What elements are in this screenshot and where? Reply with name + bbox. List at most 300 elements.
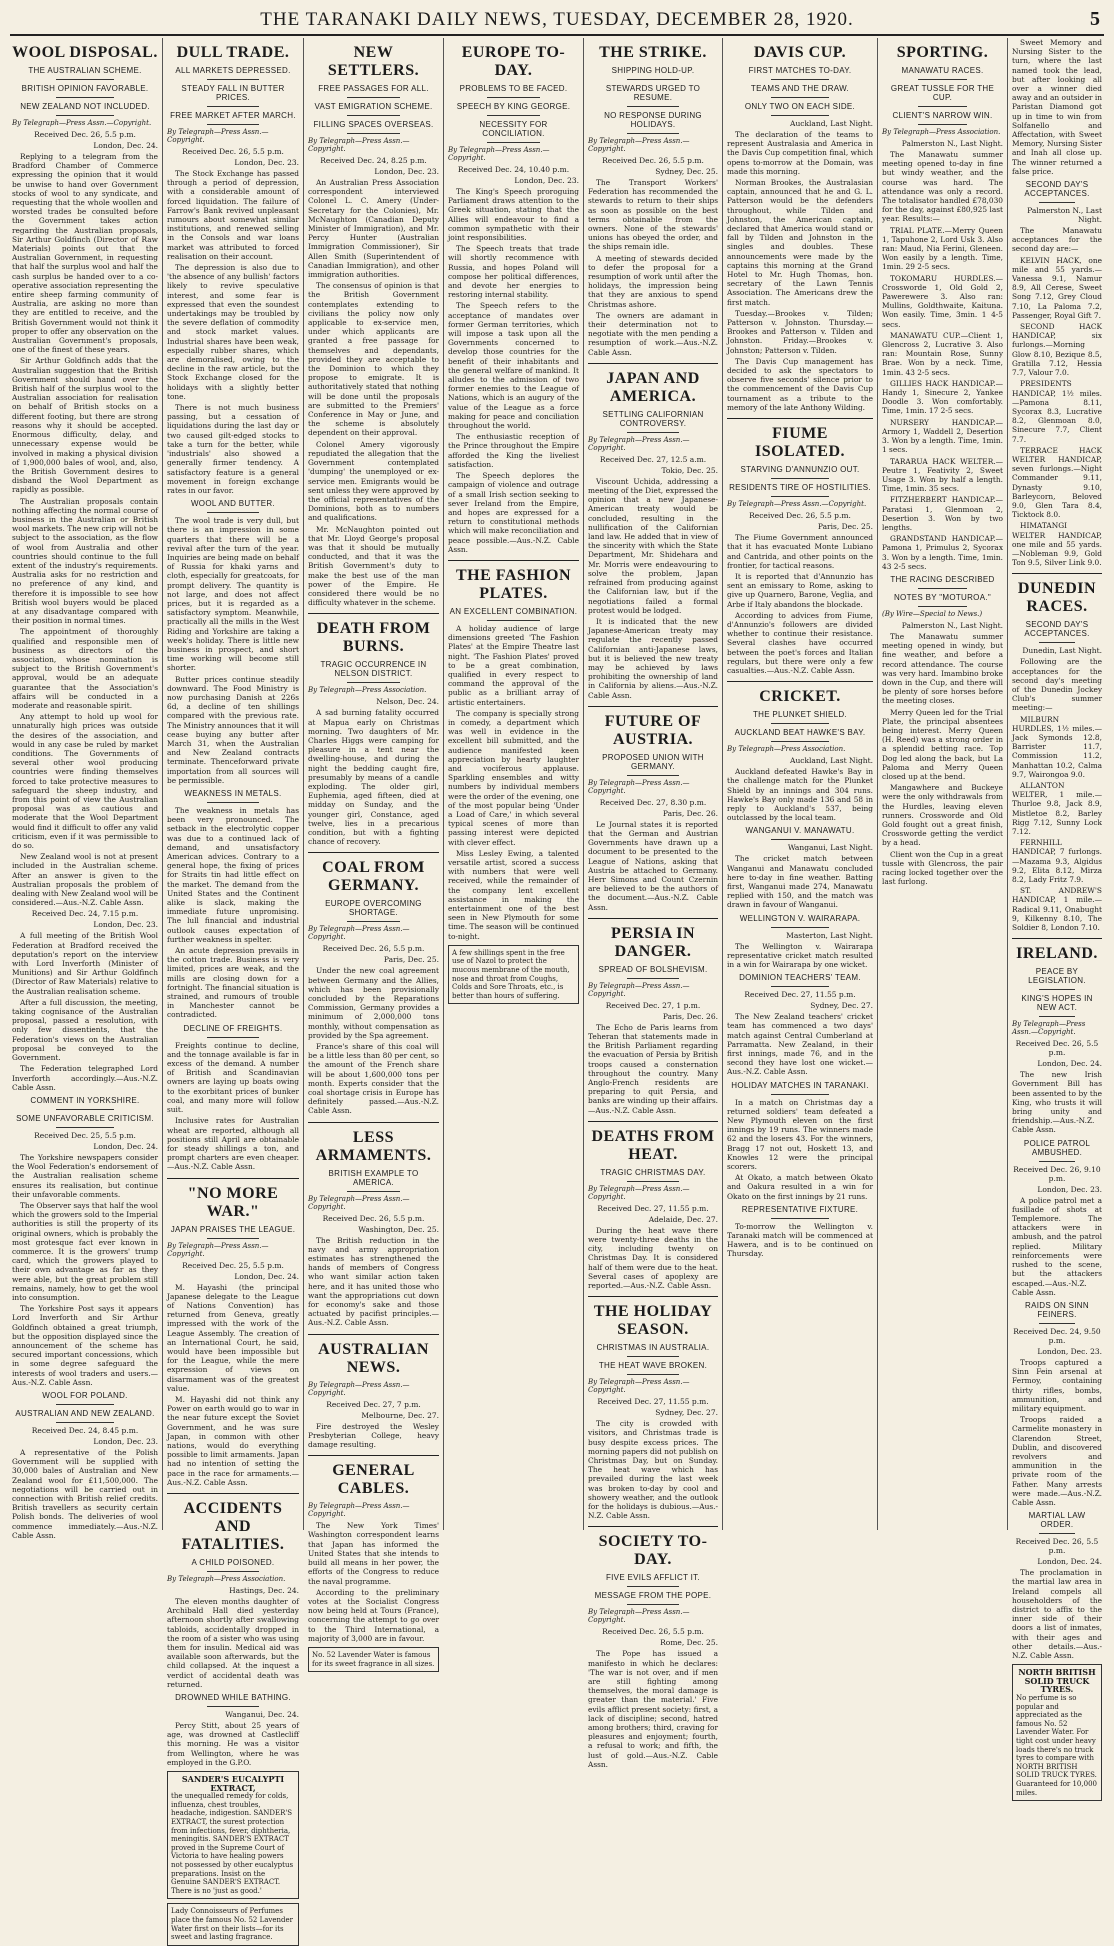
heading-rule: [1039, 1533, 1075, 1534]
article-paragraph: Under the new coal agreement between Germany and the Allies, which has been provisionally concluded by the Reparations Commission, Germany provides a minimum of 2,000,000 tons monthly, without compensation as provided by the Spa agreement.: [308, 966, 439, 1040]
heading-rule: [487, 142, 539, 143]
article-subheading: FREE MARKET AFTER MARCH.: [170, 111, 296, 120]
news-article: [1012, 1139, 1102, 1297]
section-rule: [1012, 938, 1102, 939]
news-article: [12, 909, 158, 1091]
news-column: [1008, 38, 1106, 1797]
article-paragraph: The company is specially strong in comedy, a department which was well in evidence in the excellent bill submitted, and the audience manifested keen appreciation by hearty laughter and vociferous applause. Sparkling ensembles and witty numbers by individual members were the order of the evening, one of the most popular being 'Under a Load of Care,' in which several typical scenes of more than passing interest were depicted with clever effect.: [448, 708, 579, 847]
article-paragraph: A holiday audience of large dimensions greeted 'The Fashion Plates' at the Empire Theatre last night. 'The Fashion Plates' proved to be a great combination, qualified in every respect to command the approval of the public as a brilliant array of artistic entertainers.: [448, 623, 579, 707]
heading-rule: [207, 1238, 260, 1239]
article-headline: DUNEDIN RACES.: [1017, 580, 1097, 616]
heading-rule: [347, 921, 399, 922]
article-headline: LESS ARMAMENTS.: [315, 1128, 432, 1164]
article-paragraph: Fire destroyed the Wesley Presbyterian College, heavy damage resulting.: [308, 1421, 439, 1450]
heading-rule: [918, 79, 966, 80]
article-paragraph: Norman Brookes, the Australasian captain, announced that he and G. L. Patterson would be the defenders throughout, while Tilden and Johnston, the American captain, declared that America would stand or fall by Tilden and Johnston in the singles and doubles. These announcements were made by the captains this morning at the Grand Hotel to Mr. Hugh Thomas, hon. secretary of the Lawn Tennis Association. The Americans drew the first match.: [727, 178, 873, 307]
news-article: [448, 44, 579, 554]
article-subheading: TEAMS AND THE DRAW.: [750, 84, 850, 93]
article-byline: By Telegraph—Press Assn.—Copyright.: [308, 137, 410, 153]
article-byline: By Telegraph—Press Assn.—Copyright.: [588, 435, 690, 452]
article-headline: THE FASHION PLATES.: [456, 566, 571, 602]
article-subheading: WANGANUI V. MANAWATU.: [745, 826, 855, 836]
dateline: Palmerston N., Last Night.: [1027, 206, 1102, 225]
article-paragraph: The Pope has issued a manifesto in which he declares: 'The war is not over, and if men are still fighting among themselves, the moral damage is greater than the material.' Five evils afflict present society: first, a lack of discipline; second, hatred among brothers; third, craving for pleasures and enjoyment; fourth, a refusal to work; and fifth, the lust of gold.—Aus.-N.Z. Cable Assn.: [588, 1649, 718, 1769]
article-paragraph: Troops captured a Sinn Fein arsenal at Fermoy, containing thirty rifles, bombs, ammunition, and military equipment.: [1012, 1357, 1102, 1413]
heading-rule: [1039, 989, 1075, 990]
heading-rule: [207, 802, 260, 803]
article-paragraph: The New Zealand teachers' cricket team has commenced a two days' match against Central Cumberland at Parramatta. New Zealand, in their first innings, made 76, and in the second they have lost one wicket.—Aus.-N.Z. Cable Assn.: [727, 1012, 873, 1077]
news-column: [584, 38, 723, 1769]
advertisement-title: NORTH BRITISH SOLID TRUCK TYRES.: [1018, 1667, 1096, 1695]
heading-rule: [771, 478, 829, 479]
received-time: Received Dec. 24, 9.50 p.m.: [1013, 1326, 1101, 1345]
dateline: London, Dec. 23.: [514, 176, 579, 185]
article-paragraph: Miss Lesley Ewing, a talented versatile artist, scored a success with numbers that were well received, while the remainder of the company lent excellent assistance in making the entertainment one of the best seen in New Plymouth for some time. The season will be continued to-night.: [448, 848, 579, 941]
news-article: [882, 44, 1003, 571]
received-time: Received Dec. 27, 11.55 p.m.: [744, 990, 856, 1000]
article-subheading: SPREAD OF BOLSHEVISM.: [598, 964, 708, 974]
dateline: London, Dec. 23.: [1037, 1346, 1102, 1356]
section-rule: [588, 706, 718, 707]
received-time: Received Dec. 26, 5.5 p.m.: [34, 130, 136, 139]
article-byline: By Telegraph—Press Assn.—Copyright.: [588, 137, 690, 153]
article-paragraph: The King's Speech proroguing Parliament draws attention to the Greek situation, stating that the Allies will endeavour to find a common sympathetic with their joint responsibilities.: [448, 187, 579, 243]
article-byline: (By Wire—Special to News.): [882, 609, 983, 618]
heading-rule: [1039, 1016, 1075, 1017]
received-time: Received Dec. 27, 12.5 a.m.: [599, 454, 707, 464]
article-subheading: PROBLEMS TO BE FACED.: [459, 84, 568, 93]
article-subheading: ONLY TWO ON EACH SIDE.: [744, 102, 856, 111]
article-paragraph: The Echo de Paris learns from Teheran that statements made in the British Parliament regarding the evacuation of Persia by British troops caused a consternation throughout the country. Many Anglo-French residents are preparing to quit Persia, and banks are winding up their affairs.—Aus.-N.Z. Cable Assn.: [588, 1022, 718, 1115]
news-article: [167, 499, 299, 785]
article-subheading: JAPAN PRAISES THE LEAGUE.: [170, 1224, 296, 1234]
article-paragraph: Client won the Cup in a great tussle with Glencross, the pair racing locked together over the last furlong.: [882, 849, 1003, 887]
received-time: Received Dec. 26, 5.5 p.m.: [749, 511, 851, 521]
section-rule: [588, 363, 718, 364]
news-article: [588, 706, 718, 912]
advertisement-title: SANDER'S EUCALYPTI EXTRACT,: [181, 1774, 285, 1793]
article-headline: AUSTRALIAN NEWS.: [318, 1340, 429, 1376]
article-byline: By Telegraph—Press Assn.—Copyright.: [308, 1194, 410, 1211]
article-paragraph: The Manawatu summer meeting opened in windy, but fine weather, and before a record attendance. The course was very hard. Imambino broke down in the Cup, and there will be plenty of sore horses before the meeting closes.: [882, 631, 1003, 706]
article-paragraph: The Manawatu acceptances for the second day are:—: [1012, 226, 1102, 254]
article-subheading: TRAGIC OCCURRENCE IN NELSON DISTRICT.: [320, 660, 427, 679]
article-subheading: VAST EMIGRATION SCHEME.: [314, 102, 433, 111]
article-paragraph: M. Hayashi (the principal Japanese delegate to the League of Nations Convention) has returned from Geneva, greatly impressed with the work of the League Assembly. The creation of an International Court, he said, would have been impossible but for the League, while the mere expression of views on disarmament was of the greatest value.: [167, 1282, 299, 1393]
dateline: Palmerston N., Last Night.: [901, 620, 1003, 630]
article-paragraph: The weakness in metals has been very pronounced. The setback in the electrolytic copper was due to a continued lack of demand, and unsatisfactory American advices. Contrary to a general hope, the fixing of prices for Straits tin had little effect on the market. The demand from the United States and the Continent alike is slack, making the immediate future unpromising. The lull financial and industrial outlook causes expectation of further weakness in spelter.: [167, 806, 299, 944]
received-time: Received Dec. 27, 7 p.m.: [326, 1399, 421, 1409]
news-article: [588, 1296, 718, 1520]
article-paragraph: The Wellington v. Wairarapa representative cricket match resulted in a win for Wairarapa by one wicket.: [727, 941, 873, 969]
received-time: Received Dec. 24, 8.45 p.m.: [31, 1425, 139, 1435]
heading-rule: [56, 115, 114, 116]
article-headline: ACCIDENTS AND FATALITIES.: [181, 1499, 285, 1553]
article-subheading: CLIENT'S NARROW WIN.: [892, 111, 993, 120]
article-paragraph: Sir Arthur Goldfinch adds that the Australian suggestion that the British Government should hand over the British half of the surplus wool to the Australian association for realisation on behalf of British stocks on a different footing, but there are strong reasons why it should be accepted. Enormous difficulty, delay, and unnecessary expense would be involved in making a physical division of 1,900,000 bales of wool, and, also, the British Government desires to disband the Wool Department as rapidly as possible.: [12, 356, 158, 495]
article-paragraph: A sad burning fatality occurred at Mapua early on Christmas morning. Two daughters of Mr. Charles Higgs were camping for pleasure in a tent near the dwelling-house, and during the night the bedding caught fire, presumably by means of a candle exploding. The older girl, Euphemia, aged fifteen, died at midday on Sunday, and the younger girl, Constance, aged twelve, lies in a precarious condition, but with a fighting chance of recovery.: [308, 708, 439, 847]
article-paragraph: The depression is also due to 'the absence of any bullish' factors likely to revive speculative interest, and some fear is expressed that even the soundest undertakings may be troubled by the severe deflation of commodity and stock market values. Industrial shares have been weak, especially rubber shares, which are demoralised, owing to the decline in the raw article, but the Stock Exchange closed for the holidays with a slightly better tone.: [167, 263, 299, 401]
dateline: London, Dec. 24.: [234, 1271, 299, 1281]
article-subheading: GREAT TUSSLE FOR THE CUP.: [890, 84, 995, 102]
heading-rule: [627, 1586, 679, 1587]
article-paragraph: The wool trade is very dull, but there is an impression in some quarters that there will be a revival after the turn of the year. Inquiries are being made on behalf of Russia for khaki yarns and cloth, especially for greatcoats, for prompt delivery. The quantity is not large, and does not affect prices, but it is regarded as a satisfactory symptom. Meanwhile, practically all the mills in the West Riding and Yorkshire are taking a week's holiday. There is little new business in prospect, and short time working will become still shorter.: [167, 516, 299, 673]
article-paragraph: Freights continue to decline, and the tonnage available is far in excess of the demand. A number of British and Scandinavian owners are laying up boats owing to the exorbitant prices of bunker coal, and many more will follow suit.: [167, 1040, 299, 1115]
article-paragraph: It is reported that d'Annunzio has sent an emissary to Rome, asking to give up Quarnero, Barone, Veglia, and Arbe if Italy abandons the blockade.: [727, 571, 873, 609]
dateline: Tokio, Dec. 25.: [661, 465, 718, 475]
article-subheading: THE PLUNKET SHIELD.: [752, 710, 848, 720]
section-rule: [308, 852, 439, 853]
article-paragraph: The consensus of opinion is that the British Government contemplates extending to civilians the policy now only applicable to ex-service men, under which applicants are granted a free passage for themselves and dependants, provided they are acceptable to the Dominion to which they propose to emigrate. It is authoritatively stated that nothing will be done until the proposals are submitted to the Premiers' Conference in May or June, and the scheme is absolutely dependent on their approval.: [308, 281, 439, 438]
article-byline: By Telegraph—Press Assn.—Copyright.: [588, 1378, 690, 1395]
dateline: Dunedin, Last Night.: [1022, 646, 1102, 656]
article-paragraph: Any attempt to hold up wool for unnaturally high prices was outside the desires of the association, and would in any case be ruled by market conditions. The Governments of several other wool producing countries were finding themselves forced to take protective measures to safeguard the sheep industry, and from this point of view the Australian proposal was as cautious and moderate that the Wool Department would find it difficult to offer any valid criticism, even if it was permissible to do so.: [12, 712, 158, 851]
article-headline: FIUME ISOLATED.: [754, 425, 845, 461]
news-columns: [8, 38, 1106, 1942]
article-byline: By Telegraph—Press Assn.—Copyright.: [1012, 1020, 1086, 1037]
article-paragraph: At Okato, a match between Okato and Oakura resulted in a win for Okato on the first innings by 21 runs.: [727, 1173, 873, 1201]
article-paragraph: An Australian Press Association correspondent interviewed Colonel L. C. Amery (Under-Secretary for the Colonies), Mr. McNaughton (Canadian Deputy Minister of Immigration), and Mr. Percy Hunter (Australian Immigration Commissioner), Sir Allen Smith (Superintendent of Canadian Immigration), and other immigration authorities.: [308, 178, 439, 280]
article-paragraph: Mangawhere and Buckeye were the only withdrawals from the Hurdles, leaving eleven runners. Crossworde and Old Gold fought out a great finish, Crossworde getting the verdict by a head.: [882, 783, 1003, 848]
advertisement: [308, 1647, 439, 1672]
article-paragraph: During the heat wave there were twenty-three deaths in the city, including twenty on Christmas Day. It is considered half of them were due to the heat. Several cases of apoplexy are reported.—Aus.-N.Z. Cable Assn.: [588, 1225, 718, 1291]
news-column: [723, 38, 878, 1530]
article-paragraph: The Federation telegraphed Lord Inverforth accordingly.—Aus.-N.Z. Cable Assn.: [12, 1064, 158, 1092]
article-subheading: SECOND DAY'S ACCEPTANCES.: [1024, 180, 1090, 199]
news-article: [727, 914, 873, 970]
article-byline: By Telegraph—Press Assn.—Copyright.: [12, 119, 152, 127]
news-column: [444, 38, 584, 1530]
dateline: London, Dec. 23.: [234, 158, 299, 167]
article-paragraph: MANAWATU CUP.—Client 1, Glencross 2, Lucrative 3. Also ran: Mountain Rose, Sunny Brae. Won by a neck. Time, 1min. 43 2-5 secs.: [882, 330, 1003, 377]
dateline: Nelson, Dec. 24.: [376, 697, 439, 707]
article-paragraph: There is not much business passing, but a cessation of liquidations during the last day or two caused gilt-edged stocks to take a turn for the better, while 'industrials' also showed a generally firmer tendency. A satisfactory feature is a general movement in foreign exchange rates in our favor.: [167, 403, 299, 495]
news-column: [163, 38, 304, 1942]
article-byline: By Telegraph—Press Assn.—Copyright.: [588, 981, 690, 998]
article-subheading: DECLINE OF FREIGHTS.: [183, 1023, 283, 1033]
heading-rule: [627, 1604, 679, 1605]
heading-rule: [771, 1094, 829, 1095]
news-column: [304, 38, 444, 1668]
article-byline: By Telegraph—Press Association.: [882, 128, 1001, 136]
article-paragraph: The British reduction in the navy and army appropriation estimates has strengthened the hands of members of Congress who want similar action taken here, and it has united those who want the appropriations cut down for economy's sake and those actuated by pacifist principles.—Aus.-N.Z. Cable Assn.: [308, 1235, 439, 1328]
article-headline: SPORTING.: [896, 44, 989, 61]
advertisement: [167, 1903, 299, 1945]
article-subheading: RAIDS ON SINN FEINERS.: [1025, 1300, 1089, 1319]
heading-rule: [627, 1374, 679, 1375]
heading-rule: [207, 512, 260, 513]
news-article: [727, 973, 873, 1076]
article-subheading: HOLIDAY MATCHES IN TARANAKI.: [731, 1080, 869, 1090]
article-paragraph: Tuesday.—Brookes v. Tilden; Patterson v. Johnston. Thursday.—Brookes and Patterson v. Tilden and Johnston. Friday.—Brookes v. Johnston; Patterson v. Tilden.: [727, 308, 873, 355]
article-subheading: NO RESPONSE DURING HOLIDAYS.: [604, 111, 702, 129]
article-paragraph: The Yorkshire newspapers consider the Wool Federation's endorsement of the Australian realisation scheme ensures its realisation, but continue their unfavorable comments.: [12, 1152, 158, 1199]
dateline: Rome, Dec. 25.: [660, 1638, 718, 1648]
heading-rule: [1039, 1161, 1075, 1162]
article-byline: By Telegraph—Press Assn.—Copyright.: [588, 1184, 690, 1201]
news-article: [308, 44, 439, 607]
article-byline: By Telegraph—Press Assn.—Copyright.: [167, 128, 269, 144]
article-headline: EUROPE TO-DAY.: [461, 44, 566, 79]
dateline: London, Dec. 24.: [93, 1141, 158, 1151]
section-rule: [727, 681, 873, 682]
article-paragraph: The cricket match between Wanganui and Manawatu concluded here to-day in fine weather. Batting first, Wanganui made 274, Manawatu replied with 150, and the match was drawn in favour of Wanganui.: [727, 854, 873, 910]
article-paragraph: TRIAL PLATE.—Merry Queen 1, Tapuhone 2, Lord Usk 3. Also ran: Maud, Nia Ferini, Gleneen. Won easily by a length. Time, 1min. 29 2-5 secs.: [882, 225, 1003, 272]
received-time: Received Dec. 26, 5.5 p.m.: [602, 1627, 704, 1637]
article-subheading: AN EXCELLENT COMBINATION.: [449, 606, 578, 616]
article-subheading: SECOND DAY'S ACCEPTANCES.: [1024, 620, 1090, 639]
article-paragraph: It is indicated that the new Japanese-American treaty may regulate the recently passed Californian anti-Japanese laws, but it is believed the new treaty may be achieved by laws prohibiting the ownership of land in California by aliens.—Aus.-N.Z. Cable Assn.: [588, 616, 718, 700]
section-rule: [588, 1121, 718, 1122]
article-subheading: NECESSITY FOR CONCILIATION.: [479, 120, 548, 138]
article-paragraph: Auckland defeated Hawke's Bay in the challenge match for the Plunket Shield by an innings and 304 runs. Hawke's Bay only made 136 and 58 in reply to Auckland's 537, being outclassed by the local team.: [727, 767, 873, 823]
news-article: [727, 681, 873, 822]
news-article: [167, 44, 299, 495]
article-paragraph: The New York Times' Washington correspondent learns that Japan has informed the United States that she intends to build all means in her power, the efforts of the Congress to reduce the naval programme.: [308, 1521, 439, 1586]
news-article: [1012, 938, 1102, 1134]
article-paragraph: Merry Queen led for the Trial Plate, the principal absentees being interest. Merry Queen (H. Reed) was a strong order in a splendid betting race. Top Dog led along the back, but La Paloma and Merry Queen closed up at the bend.: [882, 707, 1003, 781]
article-paragraph: Sweet Memory and Nursing Sister to the turn, where the last named took the lead, but after looking all over a winner died away and an outsider in Paristan Diamond got up in time to win from Solfanello and Affectation, with Sweet Memory, Nursing Sister and Inah all close up. The winner returned a false price.: [1012, 38, 1102, 176]
heading-rule: [627, 106, 679, 107]
article-subheading: WEAKNESS IN METALS.: [184, 789, 282, 798]
news-article: [167, 1693, 299, 1767]
article-paragraph: The owners are adamant in their determination not to negotiate with the men pending a resumption of work.—Aus.-N.Z. Cable Assn.: [588, 310, 718, 357]
news-article: [727, 826, 873, 909]
dateline: London, Dec. 24.: [1037, 1557, 1102, 1567]
received-time: Received Dec. 24, 8.25 p.m.: [320, 156, 427, 165]
news-article: [588, 1121, 718, 1290]
article-subheading: RESIDENTS TIRE OF HOSTILITIES.: [729, 483, 871, 493]
article-subheading: FIRST MATCHES TO-DAY.: [748, 66, 852, 75]
article-paragraph: The new Irish Government Bill has been assented to by the King, who trusts it will bring unity and friendship.—Aus.-N.Z. Cable Assn.: [1012, 1070, 1102, 1135]
heading-rule: [347, 1191, 399, 1192]
received-time: Received Dec. 27, 8.30 p.m.: [599, 797, 707, 807]
article-paragraph: Le Journal states it is reported that the German and Austrian Governments have drawn up a document to be presented to the League of Nations, asking that Austria be attached to Germany. Herr Simons and Count Czernin are believed to be the authors of the document.—Aus.-N.Z. Cable Assn.: [588, 819, 718, 912]
article-paragraph: The city is crowded with visitors, and Christmas trade is busy despite excess prices. The morning papers did not publish on Christmas Day, but on Sunday. The heat wave which has prevailed during the last week was broken to-day by cool and showery weather, and the outlook for the holidays is dubious.—Aus.-N.Z. Cable Assn.: [588, 1419, 718, 1521]
dateline: Sydney, Dec. 25.: [655, 167, 718, 176]
article-paragraph: M. Hayashi did not think any Power on earth would go to war in the near future except the Soviet Government, and he was sure Japan, in common with other nations, would do everything possible to limit armaments. Japan had no intention of setting the pace in the race for armaments.—Aus.-N.Z. Cable Assn.: [167, 1394, 299, 1487]
dateline: London, Dec. 23.: [93, 920, 158, 930]
section-rule: [308, 613, 439, 614]
article-subheading: NOTES BY "MOTUROA.": [893, 592, 992, 602]
article-subheading: MARTIAL LAW ORDER.: [1028, 1511, 1086, 1530]
received-time: Received Dec. 26, 5.5 p.m.: [1015, 1537, 1099, 1556]
section-rule: [588, 1296, 718, 1297]
heading-rule: [918, 106, 966, 107]
article-paragraph: KELVIN HACK, one mile and 55 yards.—Vanessa 9.1, Namur 8.9, All Cerese, Sweet Song 7.12, Grey Cloud 7.10, La Paloma 7.2, Passenger, Royal Gift 7.: [1012, 255, 1102, 320]
article-subheading: COMMENT IN YORKSHIRE.: [30, 1095, 140, 1105]
heading-rule: [207, 106, 260, 107]
article-paragraph: A meeting of stewards decided to defer the proposal for a resumption of work until after the holidays, the impression being that they are anxious to spend Christmas ashore.: [588, 253, 718, 309]
article-headline: NEW SETTLERS.: [327, 44, 420, 79]
article-byline: By Telegraph—Press Assn.—Copyright.: [308, 925, 410, 942]
article-paragraph: To-morrow the Wellington v. Taranaki match will be commenced at Hawera, and is to be continued on Thursday.: [727, 1221, 873, 1259]
article-headline: WOOL DISPOSAL.: [12, 44, 158, 61]
article-subheading: THE AUSTRALIAN SCHEME.: [28, 66, 142, 75]
heading-rule: [207, 1706, 260, 1707]
heading-rule: [347, 133, 399, 134]
received-time: Received Dec. 26, 5.5 p.m.: [1015, 1039, 1099, 1058]
heading-rule: [56, 97, 114, 98]
article-paragraph: The proclamation in the martial law area in Ireland compels all householders of the district to affix to the inner side of their doors a list of inmates, with their ages and other details.—Aus.-N.Z. Cable Assn.: [1012, 1568, 1102, 1660]
section-rule: [308, 1334, 439, 1335]
article-byline: By Telegraph—Press Association.: [727, 745, 846, 754]
article-paragraph: According to advices from Fiume, d'Annunzio's followers are divided whether to continue their resistance. Several clashes have occurred between the poet's forces and Italian regulars, but there were only a few casualties.—Aus.-N.Z. Cable Assn.: [727, 610, 873, 675]
heading-rule: [627, 978, 679, 979]
dateline: London, Dec. 23.: [374, 167, 439, 176]
article-byline: By Telegraph—Press Assn.—Copyright.: [448, 146, 550, 162]
article-paragraph: SECOND HACK HANDICAP, six furlongs.—Morning Glow 8.10, Bezique 8.5, Gratilla 7.12, Hessia 7.7, Valour 7.0.: [1012, 322, 1102, 378]
news-article: [167, 789, 299, 1020]
article-paragraph: GILLIES HACK HANDICAP.—Handy 1, Sinecure 2, Yankee Doodle 3. Won comfortably. Time, 1min. 17 2-5 secs.: [882, 378, 1003, 416]
section-rule: [588, 918, 718, 919]
dateline: London, Dec. 23.: [93, 1436, 158, 1446]
article-paragraph: The enthusiastic reception of the Prince throughout the Empire afforded the King the liveliest satisfaction.: [448, 432, 579, 469]
heading-rule: [1039, 202, 1075, 203]
section-rule: [308, 1455, 439, 1456]
news-article: [588, 44, 718, 357]
news-article: [167, 1493, 299, 1689]
heading-rule: [627, 1356, 679, 1357]
article-paragraph: TOKOMARU HURDLES.—Crossworde 1, Old Gold 2, Pawerewere 3. Also ran: Mullins, Goldthwaite, Kaituna. Won easily. Time, 3min. 1 4-5 secs.: [882, 273, 1003, 329]
article-paragraph: A full meeting of the British Wool Federation at Bradford received the deputation's report on the interview with Lord Inverforth (Minister of Munitions) and Sir Arthur Goldfinch (Director of Raw Materials) relative to the Australian realisation scheme.: [12, 931, 158, 996]
dateline: Paris, Dec. 25.: [383, 955, 439, 965]
article-headline: IRELAND.: [1016, 945, 1098, 963]
article-paragraph: The Speech refers to the acceptance of mandates over former German territories, which will impose a task upon all the Governments concerned to develop those countries for the benefit of their inhabitants and the general welfare of mankind. It alludes to the admission of two former enemies to the League of Nations, which is an augury of the value of the League as a force making for peace and conciliation throughout the world.: [448, 301, 579, 431]
heading-rule: [918, 606, 966, 607]
article-paragraph: Replying to a telegram from the Bradford Chamber of Commerce expressing the opinion that it would be unwise to hand over Government stocks of wool to any syndicate, and requesting that the whole woollen and worsted trades be consulted before the Government takes action regarding the Australian proposals, Sir Arthur Goldfinch (Director of Raw Materials) points out that the Australian Government, in requesting that half the surplus wool and half the cash surplus be handed over to a co-operative association representing the entire sheep farming community of Australia, are asking no more than they are entitled to receive, and the British Government would not think it proper to offer any observation on the Australian Government's proposals, one of the finest of these years.: [12, 152, 158, 355]
article-subheading: THE HEAT WAVE BROKEN.: [598, 1361, 708, 1371]
article-paragraph: TERRACE HACK WELTER HANDICAP, seven furlongs.—Night Commander 9.11, Dynasty 9.10, Barleycorn, Beloved 9.0, Glen Tara 8.4, Ticktock 8.0.: [1012, 445, 1102, 520]
dateline: Wanganui, Dec. 24.: [225, 1710, 299, 1720]
article-headline: "NO MORE WAR.": [187, 1184, 279, 1220]
heading-rule: [771, 496, 829, 497]
article-paragraph: Colonel Amery vigorously repudiated the allegation that the Government contemplated 'dumping' the unemployed or ex-service men. Emigrants would be sent unless they were approved by the official representatives of the Dominions, both as to numbers and qualifications.: [308, 439, 439, 523]
article-paragraph: FITZHERBERT HANDICAP.—Paratasi 1, Glenmoan 2, Desertion 3. Won by two lengths.: [882, 495, 1003, 532]
article-subheading: AUSTRALIAN AND NEW ZEALAND.: [15, 1408, 155, 1418]
section-rule: [1012, 573, 1102, 574]
advertisement: [448, 945, 579, 1005]
dateline: Adelaide, Dec. 27.: [648, 1214, 718, 1224]
article-paragraph: Troops raided a Carmelite monastery in Clarendon Street, Dublin, and discovered revolvers and ammunition in the private room of the Father. Many arrests were made.—Aus.-N.Z. Cable Assn.: [1012, 1415, 1102, 1507]
heading-rule: [771, 839, 829, 840]
article-subheading: AUCKLAND BEAT HAWKE'S BAY.: [734, 728, 866, 738]
dateline: Palmerston N., Last Night.: [901, 139, 1003, 148]
article-subheading: WOOL AND BUTTER.: [190, 499, 276, 509]
heading-rule: [347, 682, 399, 683]
received-time: Received Dec. 26, 5.5 p.m.: [602, 156, 704, 165]
heading-rule: [771, 115, 829, 116]
dateline: Auckland, Last Night.: [790, 119, 873, 128]
heading-rule: [918, 588, 966, 589]
news-article: [308, 1455, 439, 1643]
article-paragraph: The Australian proposals contain nothing affecting the normal course of business in the Australian or British wool markets. The new crip will not be subject to the association, as the flow of wool from Australia and other countries should continue to the full extent of the industry's requirements. Australia asks for no restriction and no preference of any kind, and therefore it is impossible to see how British wool buyers would be placed at any disadvantage compared with their position in normal times.: [12, 496, 158, 626]
section-rule: [167, 1178, 299, 1179]
news-article: [167, 1178, 299, 1487]
section-rule: [448, 560, 579, 561]
article-paragraph: In a match on Christmas day a returned soldiers' team defeated a New Plymouth eleven on the first innings by 19 runs. The winners made 62 and the losers 43. For the winners, Bragg 17 not out, Hoskett 13, and Knowles 12 were the principal scorers.: [727, 1097, 873, 1172]
received-time: Received Dec. 25, 5.5 p.m.: [34, 1130, 136, 1140]
heading-rule: [627, 79, 679, 80]
advertisement: [167, 1771, 299, 1899]
article-subheading: CHRISTMAS IN AUSTRALIA.: [596, 1343, 710, 1353]
article-paragraph: GRANDSTAND HANDICAP.—Pamona 1, Primulus 2, Sycorax 3. Won by a length. Time, 1min. 43 2-5 secs.: [882, 534, 1003, 571]
article-paragraph: The Davis Cup management has decided to ask the spectators to observe five seconds' silence prior to the commencement of the Davis Cup tournament as a tribute to the memory of the late Anthony Wilding.: [727, 356, 873, 412]
article-subheading: SETTLING CALIFORNIAN CONTROVERSY.: [602, 409, 704, 428]
news-article: [882, 575, 1003, 886]
article-paragraph: PRESIDENTS HANDICAP, 1½ miles.—Pamona 8.11, Sycorax 8.3, Lucrative 8.2, Glenmoan 8.0, Sinecure 7.7, Client 7.7.: [1012, 379, 1102, 444]
news-article: [727, 44, 873, 412]
article-subheading: NEW ZEALAND NOT INCLUDED.: [20, 102, 150, 111]
advertisement-text: No. 52 Lavender Water is famous for its sweet fragrance in all sizes.: [312, 1650, 435, 1668]
news-article: [308, 1334, 439, 1450]
dateline: Hastings, Dec. 24.: [229, 1585, 299, 1595]
article-subheading: FIVE EVILS AFFLICT IT.: [605, 1573, 701, 1583]
article-subheading: POLICE PATROL AMBUSHED.: [1023, 1138, 1091, 1157]
section-rule: [727, 418, 873, 419]
article-subheading: DOMINION TEACHERS' TEAM.: [739, 973, 861, 983]
news-article: [727, 1205, 873, 1259]
received-time: Received Dec. 26, 9.10 p.m.: [1013, 1164, 1101, 1183]
article-paragraph: The Stock Exchange has passed through a period of depression, with a considerable amount of forced liquidation. The failure of Farrow's Bank revived unpleasant rumours about somewhat similar institutions, and renewed selling in the Consols and war loans market was attributed to forced realisation on their account.: [167, 169, 299, 261]
dateline: Melbourne, Dec. 27.: [361, 1410, 439, 1420]
article-paragraph: NURSERY HANDICAP.—Armory 1, Waddell 2, Desertion 3. Won by a length. Time, 1min. 1 secs.: [882, 417, 1003, 455]
article-subheading: EUROPE OVERCOMING SHORTAGE.: [325, 899, 422, 918]
news-article: [727, 1081, 873, 1201]
article-paragraph: The Speech treats that trade will shortly recommence with Russia, and hopes Poland will compose her political differences, and devote her energies to restoring internal stability.: [448, 244, 579, 300]
article-paragraph: FERNHILL HANDICAP, 7 furlongs.—Mazama 9.3, Algidus 9.2, Elita 8.12, Mirza 8.2, Lady Fritz 7.9.: [1012, 838, 1102, 885]
heading-rule: [771, 97, 829, 98]
article-headline: SOCIETY TO-DAY.: [598, 1533, 708, 1569]
article-subheading: KING'S HOPES IN NEW ACT.: [1021, 994, 1093, 1013]
article-byline: By Telegraph—Press Assn.—Copyright.: [308, 1380, 410, 1397]
dateline: Auckland, Last Night.: [790, 756, 873, 766]
received-time: Received Dec. 27, 11.55 p.m.: [597, 1397, 709, 1407]
article-headline: THE STRIKE.: [599, 44, 707, 61]
article-byline: By Telegraph—Press Assn.—Copyright.: [588, 778, 690, 795]
news-article: [588, 918, 718, 1115]
heading-rule: [627, 133, 679, 134]
article-headline: GENERAL CABLES.: [332, 1462, 415, 1498]
article-paragraph: The appointment of thoroughly qualified and responsible men of business as directors of the association, whose nomination is subject to the British Government's approval, would be an adequate guarantee that the Association's affairs will be conducted in a moderate and reasonable spirit.: [12, 627, 158, 710]
article-subheading: WOOL FOR POLAND.: [42, 1390, 128, 1400]
news-article: [1012, 1301, 1102, 1507]
section-rule: [308, 1122, 439, 1123]
heading-rule: [1039, 1323, 1075, 1324]
article-paragraph: The Observer says that half the wool which the growers sold to the Imperial authorities is still the property of its original owners, which is probably the most grotesque fact ever known in commerce. It is the growers' trump card, which the growers played to their own advantage as far as they were able, but the great problem still remains, namely, how to get the wool into consumption.: [12, 1200, 158, 1302]
section-rule: [167, 1493, 299, 1494]
news-article: [308, 1122, 439, 1328]
heading-rule: [771, 986, 829, 987]
article-paragraph: An acute depression prevails in the cotton trade. Business is very limited, prices are weak, and the mills are closing down for a fortnight. The financial situation is strained, and rumours of trouble in Manchester cannot be contradicted.: [167, 946, 299, 1020]
heading-rule: [56, 79, 114, 80]
heading-rule: [207, 124, 260, 125]
article-paragraph: A police patrol met a fusillade of shots at Templemore. The attackers were in ambush, and the patrol replied. Military reinforcements were rushed to the scene, but the attackers escaped.—Aus.-N.Z. Cable Assn.: [1012, 1195, 1102, 1297]
article-subheading: BRITISH EXAMPLE TO AMERICA.: [328, 1168, 419, 1187]
news-article: [1012, 180, 1102, 567]
article-subheading: STARVING D'ANNUNZIO OUT.: [740, 465, 860, 475]
news-article: [1012, 1511, 1102, 1660]
news-article: [1012, 573, 1102, 932]
dateline: Sydney, Dec. 27.: [655, 1408, 718, 1418]
dateline: Masterton, Last Night.: [786, 930, 873, 940]
news-article: [1012, 38, 1102, 176]
article-paragraph: Mr. McNaughton pointed out that Mr. Lloyd George's proposal was that it should be mutually conducted, and that it was the British Government's duty to make the best use of the man power of the Empire. He considered there would be no difficulty whatever in the scheme.: [308, 524, 439, 608]
news-article: [167, 1024, 299, 1172]
article-paragraph: The Manawatu summer meeting opened to-day in fine but windy weather, and the course was hard. The attendance was only a record. The totalisator handled £78,030 for the day, against £80,925 last year. Results:—: [882, 150, 1003, 224]
news-article: [308, 852, 439, 1115]
masthead: [10, 6, 1104, 36]
